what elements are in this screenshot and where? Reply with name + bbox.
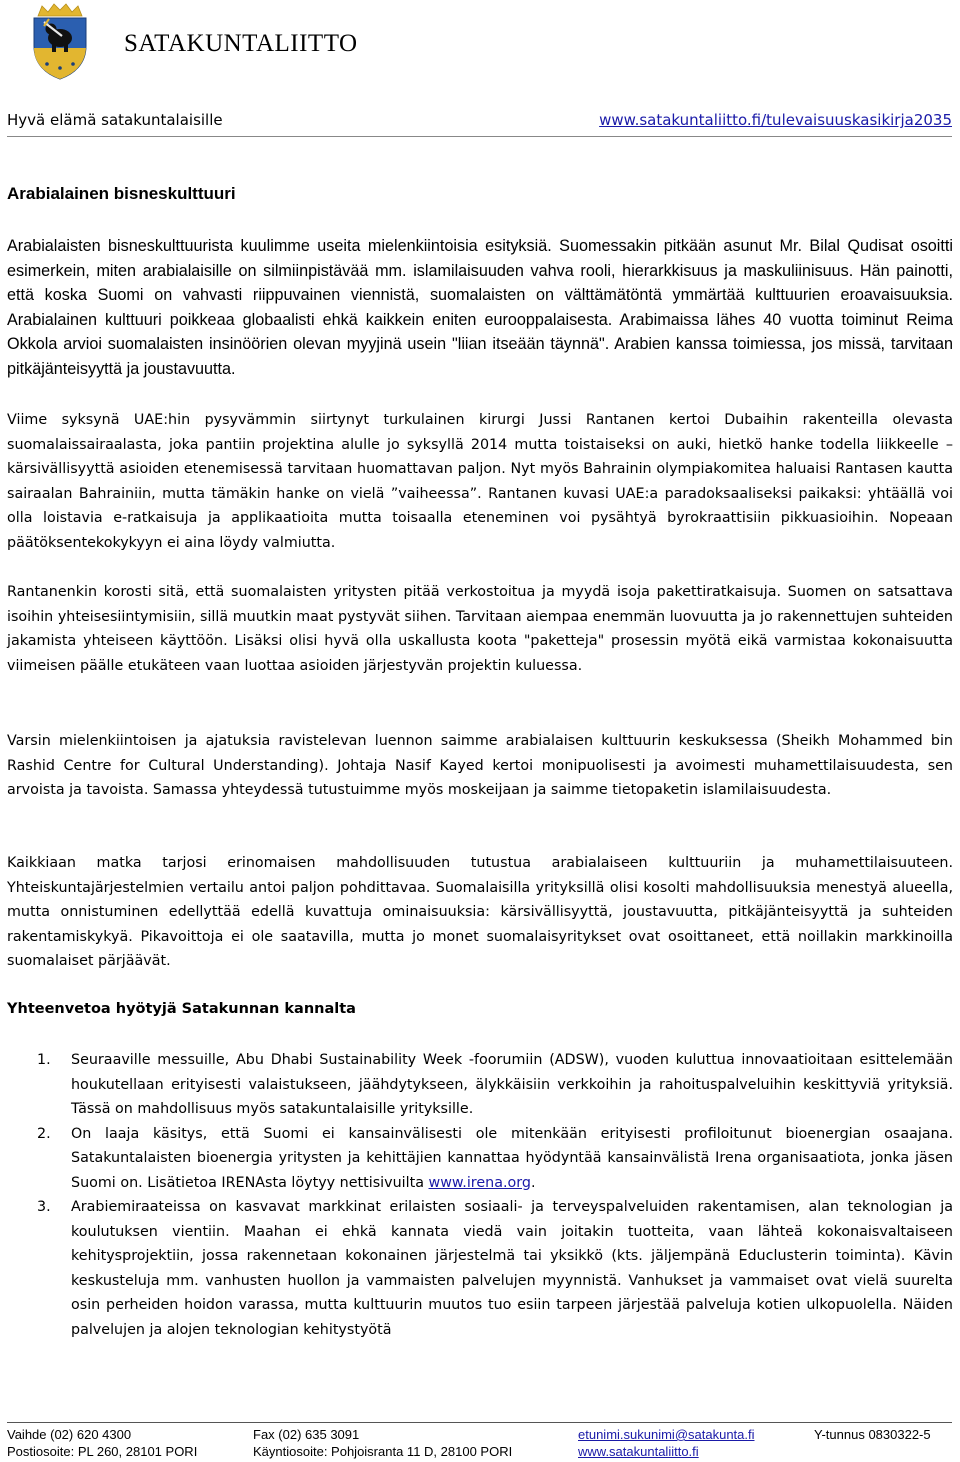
footer-fax: Fax (02) 635 3091	[253, 1427, 360, 1442]
list-item	[7, 1195, 953, 1342]
list-item	[7, 1048, 953, 1122]
irena-link[interactable]: www.irena.org	[428, 1174, 531, 1191]
list-item-text: Arabiemiraateissa on kasvavat markkinat erilaisten sosiaali- ja terveyspalveluiden rakentamisen, alan teknologian ja koulutuksen vientiin. Maahan ei ehkä kannata viedä vain joitakin tuotteita, vaan lähteä kokonaisvaltaiseen kehitysprojektiin, jossa rakennetaan kokonainen järjestelmä tai yksikkö (kts. jäljempänä Educlusterin toiminta). Kävin keskusteluja mm. vanhusten huollon ja vammaisten palvelujen myynnistä. Vanhukset ja vammaiset ovat vielä suurelta osin perheiden hoidon varassa, mutta kulttuurin muutos tuo esiin tarpeen järjestää palveluja kotien ulkopuolella. Näiden palvelujen ja alojen teknologian kehitystyötä	[71, 1199, 953, 1338]
benefits-list	[7, 1048, 953, 1342]
paragraph-conclusion: Kaikkiaan matka tarjosi erinomaisen mahdollisuuden tutustua arabialaiseen kulttuuriin ja muhamettilaisuuteen. Yhteiskuntajärjestelmien vertailu antoi paljon pohdittavaa. Suomalaisilla yrityksillä olisi kosolti mahdollisuuksia menestyä alueella, mutta onnistuminen edellyttää edellä kuvattuja ominaisuuksia: kärsivällisyyttä, joustavuutta, pitkäjänteisyyttä ja suhteiden rakentamiskykyä. Pikavoittoja ei ole saatavilla, mutta jo monet suomalaisyritykset ovat osoittaneet, että noillakin markkinoilla suomalaiset pärjäävät.	[7, 855, 953, 969]
footer-visiting-address: Käyntiosoite: Pohjoisranta 11 D, 28100 PORI	[253, 1444, 513, 1459]
list-item-text: On laaja käsitys, että Suomi ei kansainvälisesti ole mitenkään erityisesti profiloitunut bioenergian osaajana. Satakuntalaisten bioenergia yritysten ja kehittäjien kannattaa hyödyntää kansainvälistä Irena organisaatiota, jonka jäsen Suomi on. Lisätietoa IRENAsta löytyy nettisivuilta	[71, 1125, 953, 1191]
list-item-text: Seuraaville messuille, Abu Dhabi Sustainability Week -foorumiin (ADSW), vuoden kuluttua innovaatioitaan esittelemään houkutellaan erityisesti valaistukseen, jäähdytykseen, älykkäisiin verkkoihin ja rahoituspalveluihin keskittyviä yrityksiä. Tässä on mahdollisuus myös satakuntalaisille yrityksille.	[71, 1052, 953, 1117]
header-divider	[7, 136, 952, 137]
footer-website-link[interactable]: www.satakuntaliitto.fi	[578, 1444, 699, 1459]
summary-heading: Yhteenvetoa hyötyjä Satakunnan kannalta	[7, 1001, 356, 1017]
list-item-number: 1.	[37, 1052, 51, 1068]
list-item-text-end: .	[530, 1174, 536, 1191]
list-item	[7, 1122, 953, 1196]
satakunta-coat-of-arms-icon	[30, 2, 90, 80]
footer-phone: Vaihde (02) 620 4300	[7, 1427, 132, 1442]
header-website-link[interactable]: www.satakuntaliitto.fi/tulevaisuuskasikirja2035	[599, 111, 952, 129]
paragraph-hospital: Viime syksynä UAE:hin pysyvämmin siirtynyt turkulainen kirurgi Jussi Rantanen kertoi Dubaihin rakenteilla olevasta suomalaissairaalasta, joka pantiin projektina alulle jo syksyllä 2014 mutta toistaiseksi on auki, hietkö hanke todella liikkeelle – kärsivällisyyttä asioiden etenemisessä tarvitaan huomattavan paljon. Nyt myös Bahrainin olympiakomitea haluaisi Rantasen kautta sairaalan Bahrainiin, mutta tämäkin hanke on vielä ”vaiheessa”. Rantanen kuvasi UAE:a paradoksaaliseksi paikaksi: yhtäällä voi olla loistavia e-ratkaisuja ja applikaatioita mutta toisaalla eteneminen voi pysähtyä byrokraattisiin pikkuasioihin. Nopeaan päätöksentekokykyyn ei aina löydy valmiutta.	[7, 412, 953, 551]
list-item-number: 3.	[37, 1199, 51, 1215]
article-title: Arabialainen bisneskulttuuri	[7, 184, 236, 203]
organization-name: SATAKUNTALIITTO	[124, 30, 358, 57]
footer-divider	[7, 1422, 952, 1423]
header-slogan: Hyvä elämä satakuntalaisille	[7, 111, 223, 129]
paragraph-cultural-centre: Varsin mielenkiintoisen ja ajatuksia ravistelevan luennon saimme arabialaisen kulttuurin keskuksessa (Sheikh Mohammed bin Rashid Centre for Cultural Understanding). Johtaja Nasif Kayed kertoi monipuolisesti ja avoimesti muhamettilaisuudesta, sen arvoista ja tavoista. Samassa yhteydessä tutustuimme myös moskeijaan ja saimme tietopaketin islamilaisuudesta.	[7, 733, 953, 798]
paragraph-networking: Rantanenkin korosti sitä, että suomalaisten yritysten pitää verkostoitua ja myydä isoja pakettiratkaisuja. Suomen on satsattava isoihin yhteisesiintymisiin, sillä muutkin maat pystyvät siihen. Tarvitaan aiempaa enemmän luovuutta ja jo rakennettujen suhteiden jakamista yhteiseen käyttöön. Lisäksi olisi hyvä olla uskallusta koota "paketteja" prosessin myötä eikä varmistaa kokonaisuutta viimeisen päälle etukäteen vaan luottaa asioiden järjestyvän projektin kuluessa.	[7, 584, 953, 674]
paragraph-intro: Arabialaisten bisneskulttuurista kuulimme useita mielenkiintoisia esityksiä. Suomessakin pitkään asunut Mr. Bilal Qudisat osoitti esimerkein, miten arabialaisille on silmiinpistävää mm. islamilaisuuden vahva rooli, hierarkkisuus ja maskuliinisuus. Hän painotti, että koska Suomi on vahvasti riippuvainen viennistä, suomalaisten on välttämätöntä ymmärtää kulttuurien eroavaisuuksia. Arabialainen kulttuuri poikkeaa globaalisti ehkä kaikkein eniten eurooppalaisesta. Arabimaissa lähes 40 vuotta toiminut Reima Okkola arvioi suomalaisten insinöörien olevan myyjinä usein "liian itseään täynnä". Arabien kanssa toimiessa, jos missä, tarvitaan pitkäjänteisyyttä ja joustavuutta.	[7, 237, 953, 378]
footer-business-id: Y-tunnus 0830322-5	[814, 1427, 931, 1442]
list-item-number: 2.	[37, 1125, 51, 1142]
footer-email-link[interactable]: etunimi.sukunimi@satakunta.fi	[578, 1427, 755, 1442]
footer-postal-address: Postiosoite: PL 260, 28101 PORI	[7, 1444, 198, 1459]
